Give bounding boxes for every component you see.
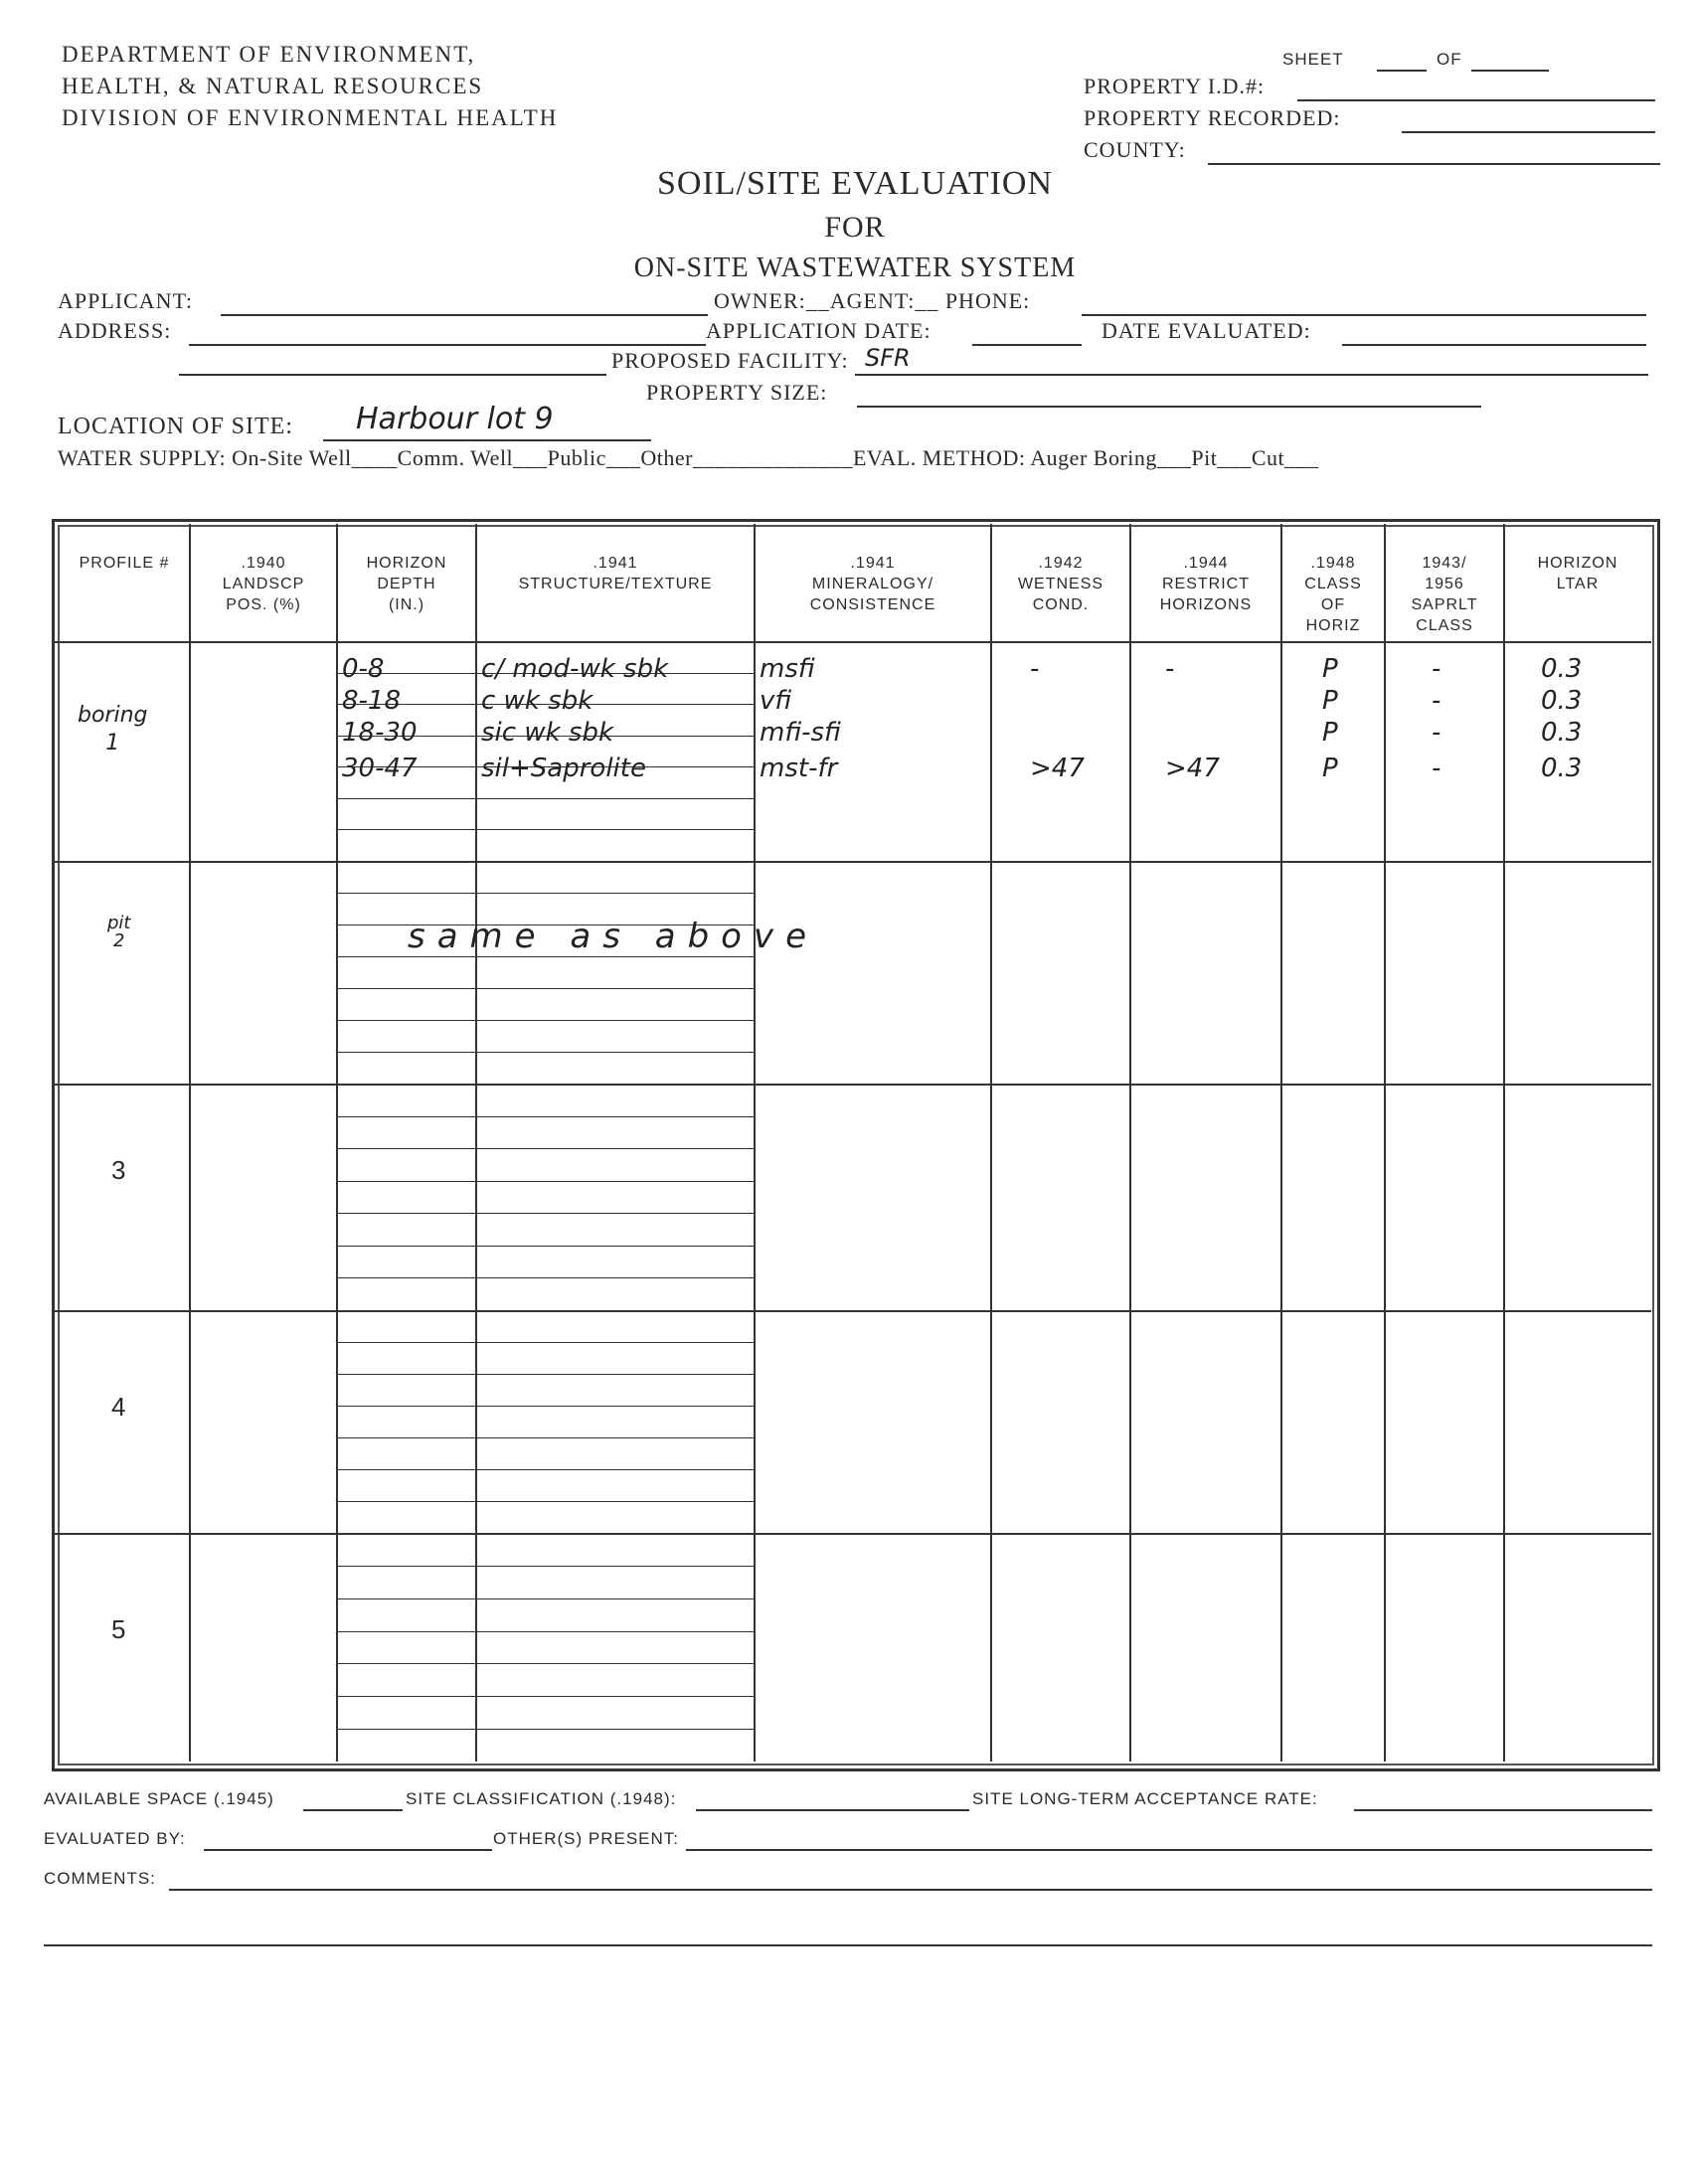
property-id-line[interactable] (1297, 99, 1655, 101)
col-header-depth: HORIZON DEPTH (IN.) (366, 555, 447, 613)
mineralogy-value: mfi-sfi (760, 718, 841, 748)
sheet-label: SHEET (1282, 50, 1344, 69)
property-recorded-line[interactable] (1402, 131, 1655, 133)
water-supply-eval-method-line: WATER SUPPLY: On-Site Well____Comm. Well___Public___Other______________EVAL. METHOD: Auger Boring___Pit___Cut___ (58, 445, 1319, 470)
location-line[interactable] (323, 439, 651, 441)
horizon-ltar-value: 0.3 (1541, 754, 1583, 783)
horizon-row-line (336, 1406, 754, 1407)
wetness-value: >47 (1030, 754, 1085, 783)
horizon-row-line (336, 1246, 754, 1247)
structure-texture-value: sil+Saprolite (481, 754, 646, 783)
horizon-row-line (336, 1696, 754, 1697)
horizon-ltar-value: 0.3 (1541, 654, 1583, 684)
col-header-landscape: .1940 LANDSCP POS. (%) (222, 555, 305, 613)
horizon-class-value: P (1322, 686, 1338, 716)
horizon-class-value: P (1322, 654, 1338, 684)
horizon-row-line (336, 956, 754, 957)
mineralogy-value: vfi (760, 686, 792, 716)
profile-divider-4 (55, 1533, 1651, 1535)
col-header-profile: PROFILE # (79, 555, 170, 572)
header-divider (55, 641, 1651, 643)
horizon-row-line (336, 1437, 754, 1438)
property-recorded-label: PROPERTY RECORDED: (1084, 105, 1341, 130)
col-divider-8 (1384, 524, 1386, 1762)
horizon-row-line (336, 1501, 754, 1502)
site-classification-label: SITE CLASSIFICATION (.1948): (406, 1789, 677, 1808)
profile-1-label: boring 1 (78, 703, 148, 756)
col-divider-4 (754, 524, 756, 1762)
col-divider-5 (990, 524, 992, 1762)
ltar-label: SITE LONG-TERM ACCEPTANCE RATE: (972, 1789, 1318, 1808)
sheet-number-line[interactable] (1377, 70, 1427, 72)
form-title: SOIL/SITE EVALUATION (656, 165, 1054, 202)
comments-line[interactable] (169, 1889, 1652, 1891)
address-line[interactable] (189, 344, 706, 346)
horizon-class-value: P (1322, 754, 1338, 783)
profile-divider-3 (55, 1310, 1651, 1312)
horizon-row-line (336, 1342, 754, 1343)
structure-texture-value: c/ mod-wk sbk (481, 654, 669, 684)
application-date-label: APPLICATION DATE: (706, 318, 932, 343)
horizon-row-line (336, 1374, 754, 1375)
restrict-horizon-value: >47 (1165, 754, 1220, 783)
horizon-row-line (336, 1598, 754, 1599)
horizon-ltar-value: 0.3 (1541, 718, 1583, 748)
county-label: COUNTY: (1084, 137, 1186, 162)
address-label: ADDRESS: (58, 318, 172, 343)
horizon-row-line (336, 1729, 754, 1730)
mineralogy-value: msfi (760, 654, 815, 684)
col-divider-7 (1280, 524, 1282, 1762)
horizon-row-line (336, 1566, 754, 1567)
soil-evaluation-table (52, 519, 1660, 1771)
profile-divider-1 (55, 861, 1651, 863)
profile-5-label: 5 (111, 1614, 126, 1644)
applicant-line[interactable] (221, 314, 708, 316)
available-space-label: AVAILABLE SPACE (.1945) (44, 1789, 274, 1808)
col-header-saprolite: 1943/ 1956 SAPRLT CLASS (1411, 555, 1478, 634)
horizon-row-line (336, 1631, 754, 1632)
saprolite-class-value: - (1432, 718, 1441, 748)
col-divider-3 (475, 524, 477, 1762)
structure-texture-value: c wk sbk (481, 686, 593, 716)
evaluated-by-label: EVALUATED BY: (44, 1829, 186, 1848)
form-title-for: FOR (824, 211, 886, 244)
mineralogy-value: mst-fr (760, 754, 838, 783)
horizon-row-line (336, 1663, 754, 1664)
comments-label: COMMENTS: (44, 1869, 156, 1888)
ltar-line[interactable] (1354, 1809, 1652, 1811)
location-label: LOCATION OF SITE: (58, 414, 293, 439)
saprolite-class-value: - (1432, 754, 1441, 783)
property-id-label: PROPERTY I.D.#: (1084, 74, 1266, 98)
horizon-row-line (336, 1148, 754, 1149)
application-date-line[interactable] (972, 344, 1082, 346)
property-size-label: PROPERTY SIZE: (646, 380, 828, 405)
horizon-depth-value: 30-47 (342, 754, 418, 783)
wetness-value: - (1030, 654, 1040, 684)
date-evaluated-line[interactable] (1342, 344, 1646, 346)
county-line[interactable] (1208, 163, 1660, 165)
department-line-1: DEPARTMENT OF ENVIRONMENT, (62, 42, 476, 67)
horizon-class-value: P (1322, 718, 1338, 748)
location-value: Harbour lot 9 (356, 402, 554, 436)
horizon-row-line (336, 893, 754, 894)
form-subtitle: ON-SITE WASTEWATER SYSTEM (633, 252, 1077, 283)
horizon-row-line (336, 829, 754, 830)
horizon-row-line (336, 988, 754, 989)
col-header-class: .1948 CLASS OF HORIZ (1304, 555, 1362, 634)
horizon-row-line (336, 1213, 754, 1214)
col-header-ltar: HORIZON LTAR (1537, 555, 1618, 592)
horizon-ltar-value: 0.3 (1541, 686, 1583, 716)
others-present-label: OTHER(S) PRESENT: (493, 1829, 680, 1848)
col-divider-6 (1129, 524, 1131, 1762)
horizon-depth-value: 8-18 (342, 686, 402, 716)
of-label: OF (1437, 50, 1462, 69)
department-line-3: DIVISION OF ENVIRONMENTAL HEALTH (62, 105, 559, 130)
profile-2-note: same as above (408, 917, 819, 956)
property-size-line[interactable] (857, 406, 1481, 408)
col-header-wetness: .1942 WETNESS COND. (1017, 555, 1104, 613)
profile-4-label: 4 (111, 1392, 126, 1422)
department-line-2: HEALTH, & NATURAL RESOURCES (62, 74, 484, 98)
proposed-facility-value: SFR (865, 344, 911, 372)
horizon-depth-value: 18-30 (342, 718, 418, 748)
phone-line[interactable] (1082, 314, 1646, 316)
available-space-line[interactable] (303, 1809, 403, 1811)
horizon-depth-value: 0-8 (342, 654, 385, 684)
horizon-row-line (336, 1181, 754, 1182)
saprolite-class-value: - (1432, 654, 1441, 684)
profile-divider-2 (55, 1084, 1651, 1086)
col-header-restrict: .1944 RESTRICT HORIZONS (1159, 555, 1253, 613)
col-divider-9 (1503, 524, 1505, 1762)
restrict-horizon-value: - (1165, 654, 1175, 684)
others-present-line[interactable] (686, 1849, 1652, 1851)
proposed-facility-line[interactable] (855, 374, 1648, 376)
date-evaluated-label: DATE EVALUATED: (1101, 318, 1311, 343)
proposed-facility-label: PROPOSED FACILITY: (611, 348, 849, 373)
address-line-2[interactable] (179, 374, 606, 376)
site-classification-line[interactable] (696, 1809, 969, 1811)
horizon-row-line (336, 1277, 754, 1278)
applicant-label: APPLICANT: (58, 288, 194, 313)
horizon-row-line (336, 798, 754, 799)
owner-agent-phone-label: OWNER:__AGENT:__ PHONE: (714, 288, 1031, 313)
horizon-row-line (336, 1052, 754, 1053)
horizon-row-line (336, 1469, 754, 1470)
profile-2-label: pit 2 (107, 913, 131, 951)
horizon-row-line (336, 1116, 754, 1117)
structure-texture-value: sic wk sbk (481, 718, 614, 748)
col-header-structure: .1941 STRUCTURE/TEXTURE (518, 555, 713, 592)
saprolite-class-value: - (1432, 686, 1441, 716)
col-divider-1 (189, 524, 191, 1762)
comments-line-2[interactable] (44, 1944, 1652, 1946)
col-divider-2 (336, 524, 338, 1762)
col-header-mineralogy: .1941 MINERALOGY/ CONSISTENCE (809, 555, 936, 613)
profile-3-label: 3 (111, 1155, 126, 1185)
sheet-total-line[interactable] (1471, 70, 1549, 72)
horizon-row-line (336, 1020, 754, 1021)
evaluated-by-line[interactable] (204, 1849, 492, 1851)
